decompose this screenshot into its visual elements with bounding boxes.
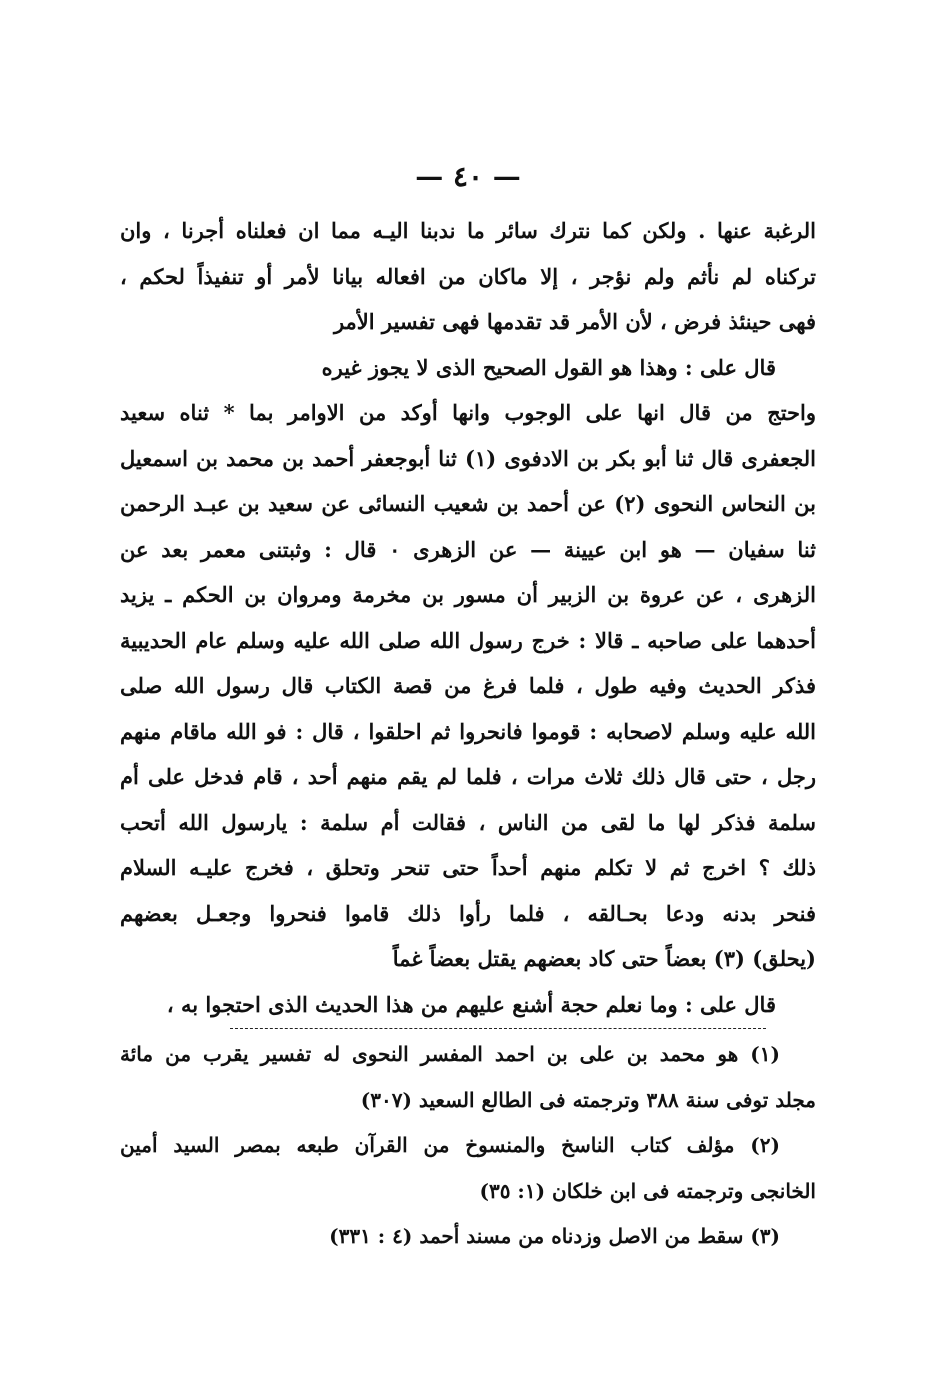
footnote-line: (٣) سقط من الاصل وزدناه من مسند أحمد (٤ : ٣٣١): [329, 1224, 780, 1248]
text-line: رجل ، حتى قال ذلك ثلاث مرات ، فلما لم يقم منهم أحد ، قام فدخل على أم: [120, 764, 816, 789]
text-line: الله عليه وسلم لاصحابه : قوموا فانحروا ثم احلقوا ، قال : فو الله ماقام منهم: [120, 718, 816, 744]
text-line: فنحر بدنه ودعا بحـالقه ، فلما رأوا ذلك قاموا فنحروا وجعـل بعضهم: [120, 900, 816, 926]
footnote-line: الخانجى وترجمته فى ابن خلكان (١: ٣٥): [479, 1178, 816, 1203]
text-line: واحتج من قال انها على الوجوب وانها أوكد من الاوامر بما * ثناه سعيد: [120, 400, 816, 425]
text-line: الزهرى ، عن عروة بن الزبير أن مسور بن مخرمة ومروان بن الحكم ـ يزيد: [120, 582, 816, 607]
footnote-line: (١) هو محمد بن على بن احمد المفسر النحوى له تفسير يقرب من مائة: [120, 1042, 780, 1066]
text-line: تركناه لم نأثم ولم نؤجر ، إلا ماكان من افعاله بيانا لأمر أو تنفيذاً لحكم ،: [120, 263, 816, 289]
text-line: الجعفرى قال ثنا أبو بكر بن الادفوى (١) ثنا أبوجعفر أحمد بن محمد بن اسمعيل: [120, 445, 816, 471]
text-line: (يحلق) (٣) بعضاً حتى كاد بعضهم يقتل بعضاً غماً: [392, 946, 816, 971]
text-line: الرغبة عنها . ولكن كما نترك سائر ما ندبنا اليـه مما ان فعلناه أجرنا ، وان: [120, 218, 816, 243]
footnote-line: (٢) مؤلف كتاب الناسخ والمنسوخ من القرآن طبعه بمصر السيد أمين: [120, 1133, 780, 1157]
text-line: قال على : وما نعلم حجة أشنع عليهم من هذا الحديث الذى احتجوا به ،: [166, 991, 776, 1017]
text-line: ثنا سفيان — هو ابن عيينة — عن الزهرى ٠ قال : وثبتنى معمر بعد عن: [120, 536, 816, 562]
text-line: ذلك ؟ اخرج ثم لا تكلم منهم أحداً حتى تنحر وتحلق ، فخرج عليـه السلام: [120, 855, 816, 880]
main-text: [120, 208, 816, 1027]
text-line: بن النحاس النحوى (٢) عن أحمد بن شعيب النسائى عن سعيد بن عبـد الرحمن: [120, 491, 816, 516]
footnote-divider: [230, 1028, 766, 1029]
text-line: أحدهما على صاحبه ـ قالا : خرج رسول الله صلى الله عليه وسلم عام الحديبية: [120, 627, 816, 653]
footnote-line: مجلد توفى سنة ٣٨٨ وترجمته فى الطالع السعيد (٣٠٧): [360, 1087, 816, 1112]
text-line: فهى حينئذ فرض ، لأن الأمر قد تقدمها فهى تفسير الأمر: [333, 309, 816, 334]
text-line: سلمة فذكر لها ما لقى من الناس ، فقالت أم سلمة : يارسول الله أتحب: [120, 809, 816, 835]
page-number: — ٤٠ —: [415, 160, 521, 193]
text-line: فذكر الحديث وفيه طول ، فلما فرغ من قصة الكتاب قال رسول الله صلى: [120, 673, 816, 698]
footnotes: [120, 1032, 816, 1260]
text-line: قال على : وهذا هو القول الصحيح الذى لا يجوز غيره: [321, 354, 776, 380]
